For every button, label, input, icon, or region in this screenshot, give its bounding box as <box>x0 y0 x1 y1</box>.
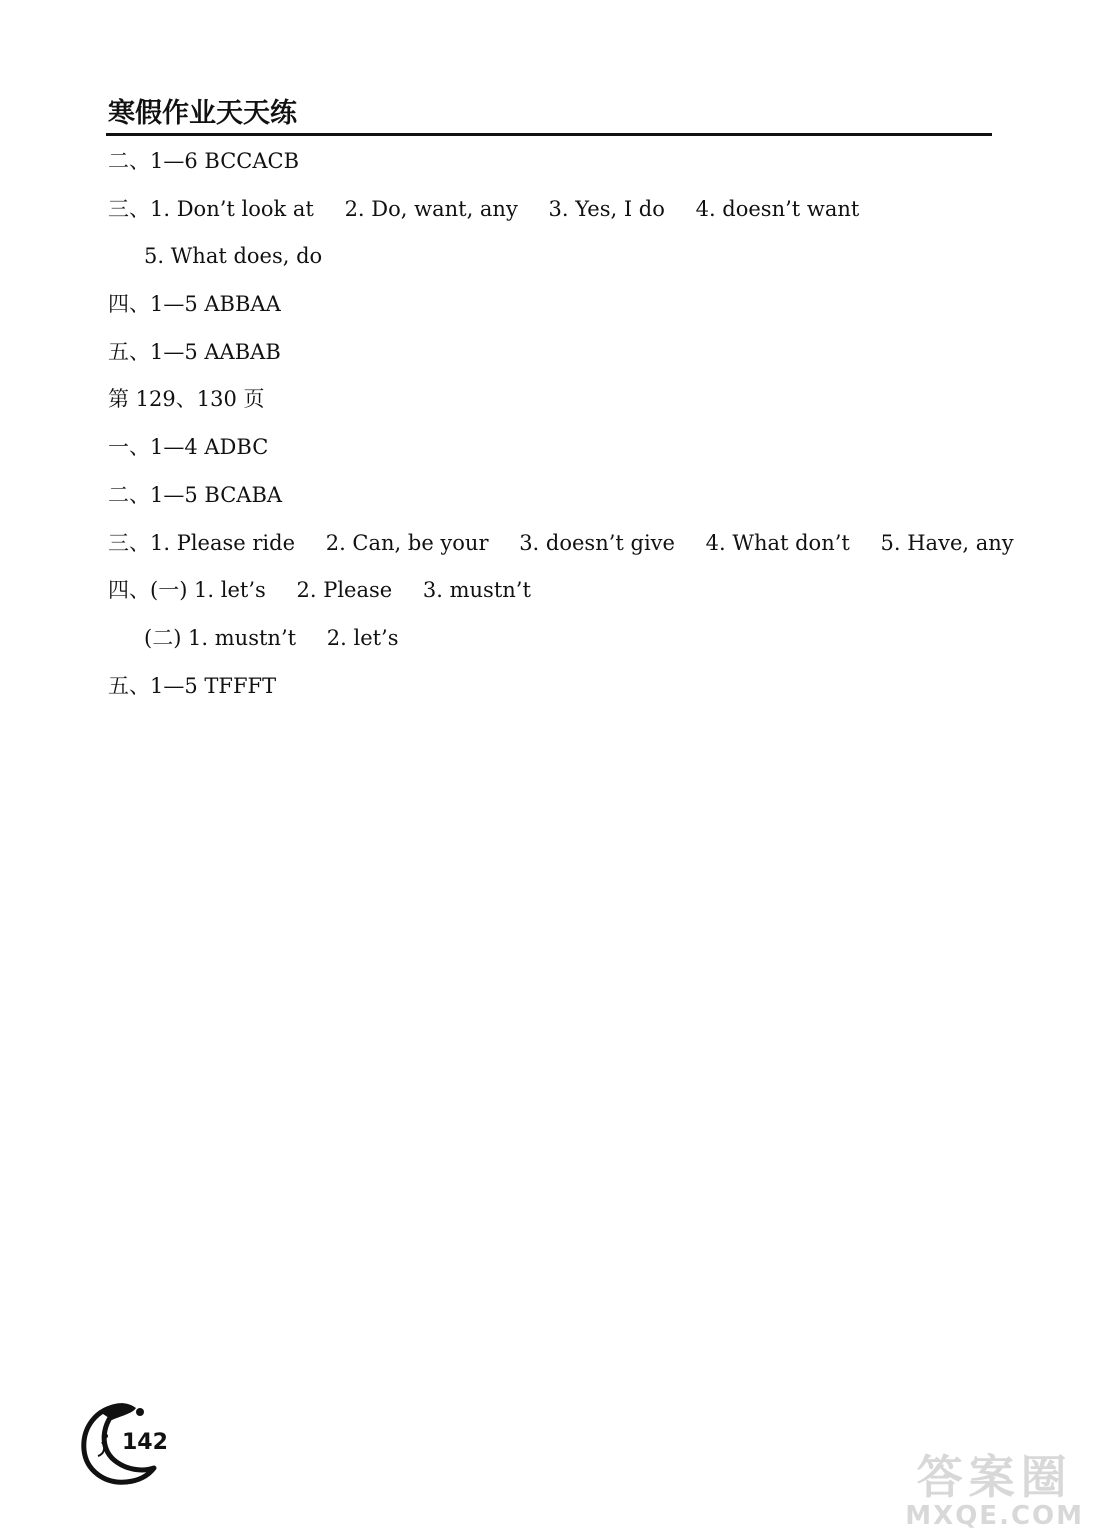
answer-line-5 <box>108 333 988 381</box>
answer-segment: 2. let’s <box>326 625 399 650</box>
answer-segment: 5. Have, any <box>880 530 1014 555</box>
answer-segment: 4. doesn’t want <box>695 196 860 221</box>
answer-segment: 五、1—5 TFFFT <box>108 673 277 698</box>
answer-line-11 <box>108 619 988 667</box>
answer-segment: 5. What does, do <box>144 244 323 269</box>
page-number: 142 <box>122 1430 168 1455</box>
answer-segment: 3. Yes, I do <box>548 196 665 221</box>
answer-line-12 <box>108 667 988 715</box>
answer-line-9 <box>108 524 1014 572</box>
answer-segment: 五、1—5 AABAB <box>108 339 281 364</box>
answer-line-8 <box>108 476 988 524</box>
answer-segment: 一、1—4 ADBC <box>108 435 269 460</box>
answer-segment: 4. What don’t <box>705 530 850 555</box>
answer-line-2 <box>108 190 988 238</box>
answer-segment: 3. mustn’t <box>422 578 531 603</box>
watermark-logo <box>905 1452 1084 1530</box>
answer-segment: 二、1—6 BCCACB <box>108 149 300 173</box>
answer-segment: 2. Do, want, any <box>344 196 518 221</box>
answer-segment: 2. Can, be your <box>325 530 489 555</box>
answer-segment: 三、1. Please ride <box>108 530 296 555</box>
page-footer <box>76 1398 186 1488</box>
answer-line-1 <box>108 142 988 190</box>
answer-list <box>108 142 1014 714</box>
answer-segment: 三、1. Don’t look at <box>108 196 314 221</box>
answer-segment: 3. doesn’t give <box>519 530 675 555</box>
answer-line-7 <box>108 428 988 476</box>
answer-segment: 第 129、130 页 <box>108 387 265 412</box>
header-divider <box>106 133 992 136</box>
answer-line-4 <box>108 285 988 333</box>
page-reference-line <box>108 380 988 428</box>
answer-segment: (二) 1. mustn’t <box>144 625 297 650</box>
answer-segment: 四、(一) 1. let’s <box>108 578 266 603</box>
watermark-sub: MXQE.COM <box>905 1501 1084 1531</box>
answer-segment: 四、1—5 ABBAA <box>108 292 281 317</box>
watermark-main: 答案圈 <box>916 1450 1073 1504</box>
answer-segment: 2. Please <box>296 578 393 603</box>
answer-line-10 <box>108 571 988 619</box>
answer-segment: 二、1—5 BCABA <box>108 482 283 507</box>
answer-line-3 <box>108 237 988 285</box>
page-header-title: 寒假作业天天练 <box>108 98 297 129</box>
